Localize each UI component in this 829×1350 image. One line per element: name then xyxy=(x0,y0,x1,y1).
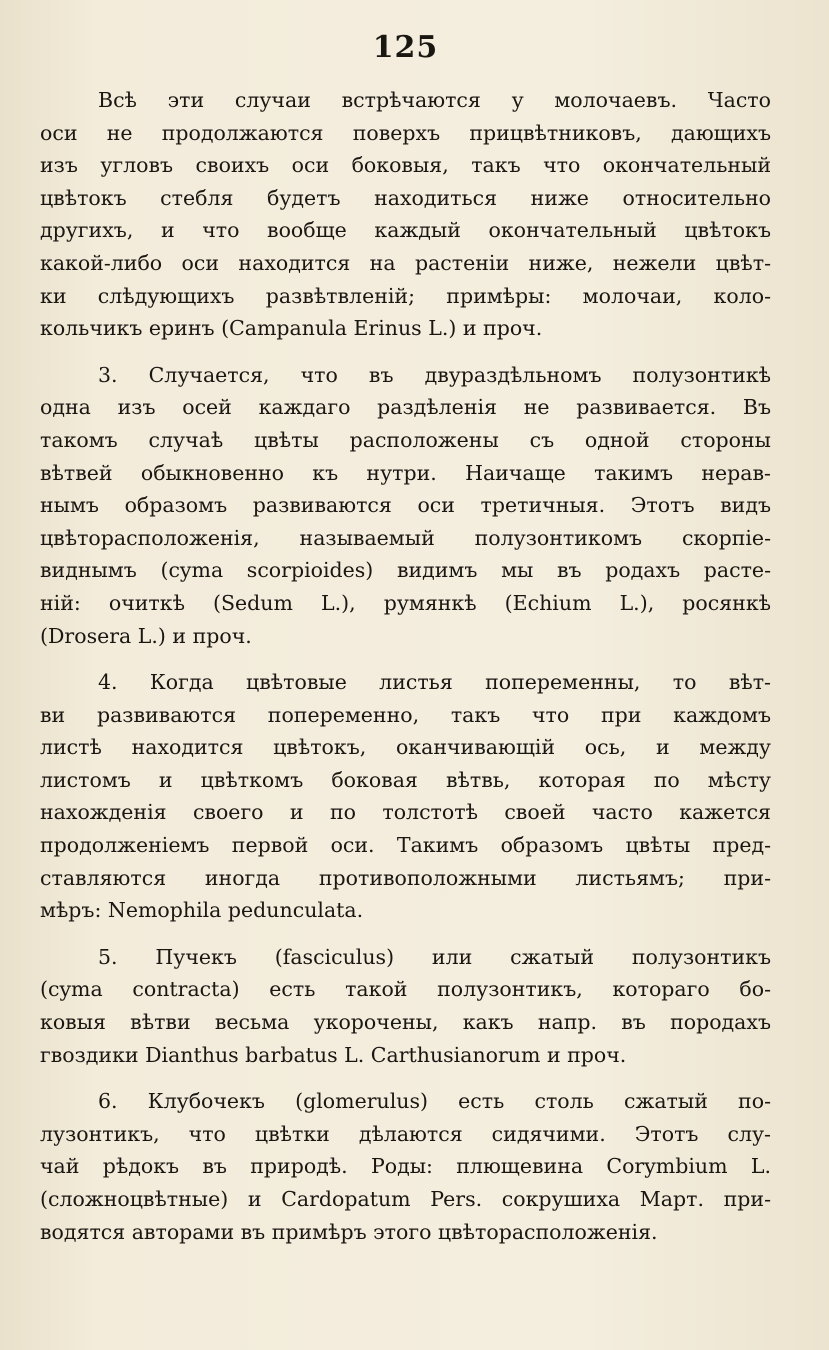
text-line: ки слѣдующихъ развѣтвленій; примѣры: молочаи, коло- xyxy=(40,283,771,308)
text-line: (Drosera L.) и проч. xyxy=(40,623,252,648)
text-line: (сложноцвѣтные) и Cardopatum Pers. сокрушиха Март. при- xyxy=(40,1187,771,1211)
text-line: Всѣ эти случаи встрѣчаются у молочаевъ. Часто xyxy=(98,88,771,112)
text-line: какой-либо оси находится на растеніи ниже, нежели цвѣт- xyxy=(40,250,771,275)
text-line: нымъ образомъ развиваются оси третичныя. Этотъ видъ xyxy=(40,493,771,518)
paragraph-section-5 xyxy=(40,941,771,1071)
text-line: листомъ и цвѣткомъ боковая вѣтвь, которая по мѣсту xyxy=(40,767,771,792)
text-line: водятся авторами въ примѣръ этого цвѣторасположенія. xyxy=(40,1219,658,1244)
text-line: одна изъ осей каждаго раздѣленія не развивается. Въ xyxy=(40,395,771,420)
text-line: продолженіемъ первой оси. Такимъ образомъ цвѣты пред- xyxy=(40,833,771,858)
paragraph-section-3 xyxy=(40,359,771,652)
text-line: оси не продолжаются поверхъ прицвѣтниковъ, дающихъ xyxy=(40,120,771,145)
text-line: другихъ, и что вообще каждый окончательный цвѣтокъ xyxy=(40,218,771,243)
paragraph-section-6 xyxy=(40,1085,771,1248)
text-line: мѣръ: Nemophila pedunculata. xyxy=(40,898,364,923)
paragraph-intro xyxy=(40,84,771,345)
text-line: цвѣторасположенія, называемый полузонтикомъ скорпіе- xyxy=(40,525,771,550)
text-line: 5. Пучекъ (fasciculus) или сжатый полузонтикъ xyxy=(98,944,771,969)
text-line: лузонтикъ, что цвѣтки дѣлаются сидячими. Этотъ слу- xyxy=(40,1121,771,1146)
text-line: виднымъ (cyma scorpioides) видимъ мы въ родахъ расте- xyxy=(40,558,771,583)
text-line: ній: очиткѣ (Sedum L.), румянкѣ (Echium L.), росянкѣ xyxy=(40,590,771,615)
text-line: 6. Клубочекъ (glomerulus) есть столь сжатый по- xyxy=(98,1089,771,1114)
text-line: чай рѣдокъ въ природѣ. Роды: плющевина Corymbium L. xyxy=(40,1154,771,1179)
text-line: такомъ случаѣ цвѣты расположены съ одной стороны xyxy=(40,427,771,452)
text-line: вѣтвей обыкновенно къ нутри. Наичаще такимъ нерав- xyxy=(40,460,771,485)
text-line: цвѣтокъ стебля будетъ находиться ниже относительно xyxy=(40,185,771,210)
text-line: ставляются иногда противоположными листьямъ; при- xyxy=(40,865,771,890)
text-line: нахожденія своего и по толстотѣ своей часто кажется xyxy=(40,800,771,825)
text-line: 3. Случается, что въ двураздѣльномъ полузонтикѣ xyxy=(98,362,771,387)
text-line: ковыя вѣтви весьма укорочены, какъ напр. въ породахъ xyxy=(40,1010,771,1035)
text-line: изъ угловъ своихъ оси боковыя, такъ что окончательный xyxy=(40,153,771,178)
text-line: 4. Когда цвѣтовые листья попеременны, то вѣт- xyxy=(98,670,771,695)
text-line: листѣ находится цвѣтокъ, оканчивающій ось, и между xyxy=(40,735,771,760)
text-line: ви развиваются попеременно, такъ что при каждомъ xyxy=(40,702,771,727)
text-line: гвоздики Dianthus barbatus L. Carthusianorum и проч. xyxy=(40,1042,627,1067)
text-line: (cyma contracta) есть такой полузонтикъ, котораго бо- xyxy=(40,977,771,1002)
page-number: 125 xyxy=(372,30,439,65)
text-line: кольчикъ еринъ (Campanula Erinus L.) и проч. xyxy=(40,316,543,341)
paragraph-section-4 xyxy=(40,666,771,927)
